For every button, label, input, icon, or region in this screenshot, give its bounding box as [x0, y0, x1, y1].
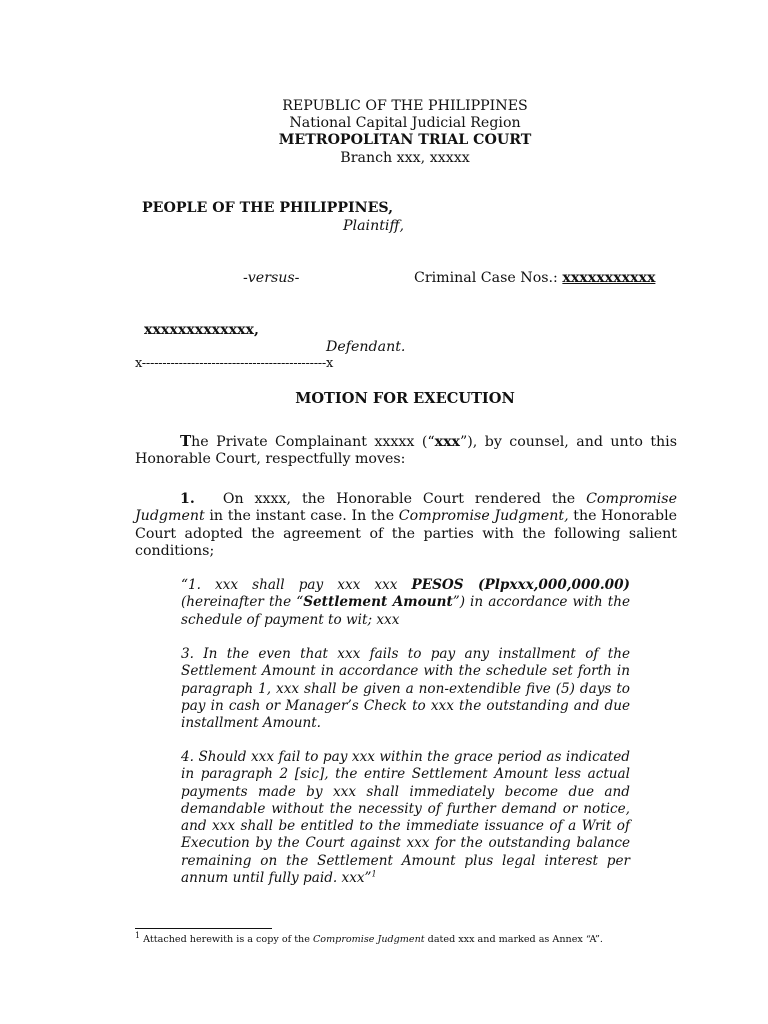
footnote-text-b: dated xxx and marked as Annex “A”. [424, 934, 603, 945]
versus-label: -versus- [243, 270, 300, 286]
header-republic: REPUBLIC OF THE PHILIPPINES [282, 98, 528, 114]
defendant-name: xxxxxxxxxxxxx, [144, 322, 259, 338]
footnote-marker: 1 [135, 930, 141, 940]
quote-condition-4 [181, 749, 630, 887]
case-number: xxxxxxxxxxx [562, 270, 656, 286]
footnote-text-a: Attached herewith is a copy of the [143, 934, 313, 945]
quote-1-text-a: “1. xxx shall pay xxx xxx [181, 577, 412, 593]
paragraph-1 [135, 491, 677, 560]
case-label: Criminal Case Nos.: [414, 270, 558, 286]
intro-paragraph [135, 433, 677, 469]
intro-text-b: ”), by counsel, and unto this Honorable Court, respectfully moves: [135, 434, 677, 468]
plaintiff-role: Plaintiff, [343, 218, 405, 234]
paragraph-1-italic-a: Compromise Judgment [135, 491, 677, 525]
caption-separator: x---------------------------------------------x [135, 356, 334, 371]
paragraph-1-text-a: On xxxx, the Honorable Court rendered the [222, 491, 587, 507]
intro-first-letter: T [180, 432, 192, 450]
header-branch: Branch xxx, xxxxx [340, 150, 470, 166]
quote-condition-1 [181, 577, 630, 629]
case-number-line [414, 270, 655, 287]
quote-1-text-b: (hereinafter the “ [181, 594, 304, 611]
paragraph-1-text-b: in the instant case. In the [204, 508, 399, 525]
paragraph-1-italic-b: Compromise Judgment, [398, 508, 569, 525]
quote-4-text: 4. Should xxx fail to pay xxx within the grace period as indicated in paragraph 2 [sic], the entire Settlement Amount less actual payments made by xxx shall immediately become due and demandable without the necessity of further demand or notice, and xxx shall be entitled to the immediate issuance of a Writ of Execution by the Court against xxx for the outstanding balance remaining on the Settlement Amount plus legal interest per annum until fully paid. xxx” [181, 749, 630, 887]
paragraph-1-number: 1. [180, 491, 195, 507]
quote-1-text-c: ”) in accordance with the schedule of payment to wit; xxx [181, 594, 630, 628]
footnote-italic: Compromise Judgment [312, 934, 425, 945]
footnote-rule [135, 928, 272, 929]
plaintiff-name: PEOPLE OF THE PHILIPPINES, [142, 200, 394, 216]
footnote-reference: 1 [371, 869, 377, 879]
motion-title: MOTION FOR EXECUTION [295, 390, 515, 407]
header-court: METROPOLITAN TRIAL COURT [278, 132, 532, 148]
defendant-role: Defendant. [326, 339, 406, 355]
quote-1-bold-b: Settlement Amount [303, 594, 453, 611]
intro-bold-name: xxx [434, 434, 461, 450]
header-region: National Capital Judicial Region [289, 115, 521, 131]
footnote [135, 930, 603, 945]
paragraph-1-text-c: the Honorable Court adopted the agreement of the parties with the following salient conditions; [135, 508, 677, 559]
quote-condition-3: 3. In the even that xxx fails to pay any installment of the Settlement Amount in accordance with the schedule set forth in paragraph 1, xxx shall be given a non-extendible five (5) days to pay in cash or Manager’s Check to xxx the outstanding and due installment Amount. [181, 646, 630, 732]
intro-text-a: he Private Complainant xxxxx (“ [191, 434, 435, 450]
quote-1-bold-a: PESOS (Plpxxx,000,000.00) [411, 577, 630, 593]
